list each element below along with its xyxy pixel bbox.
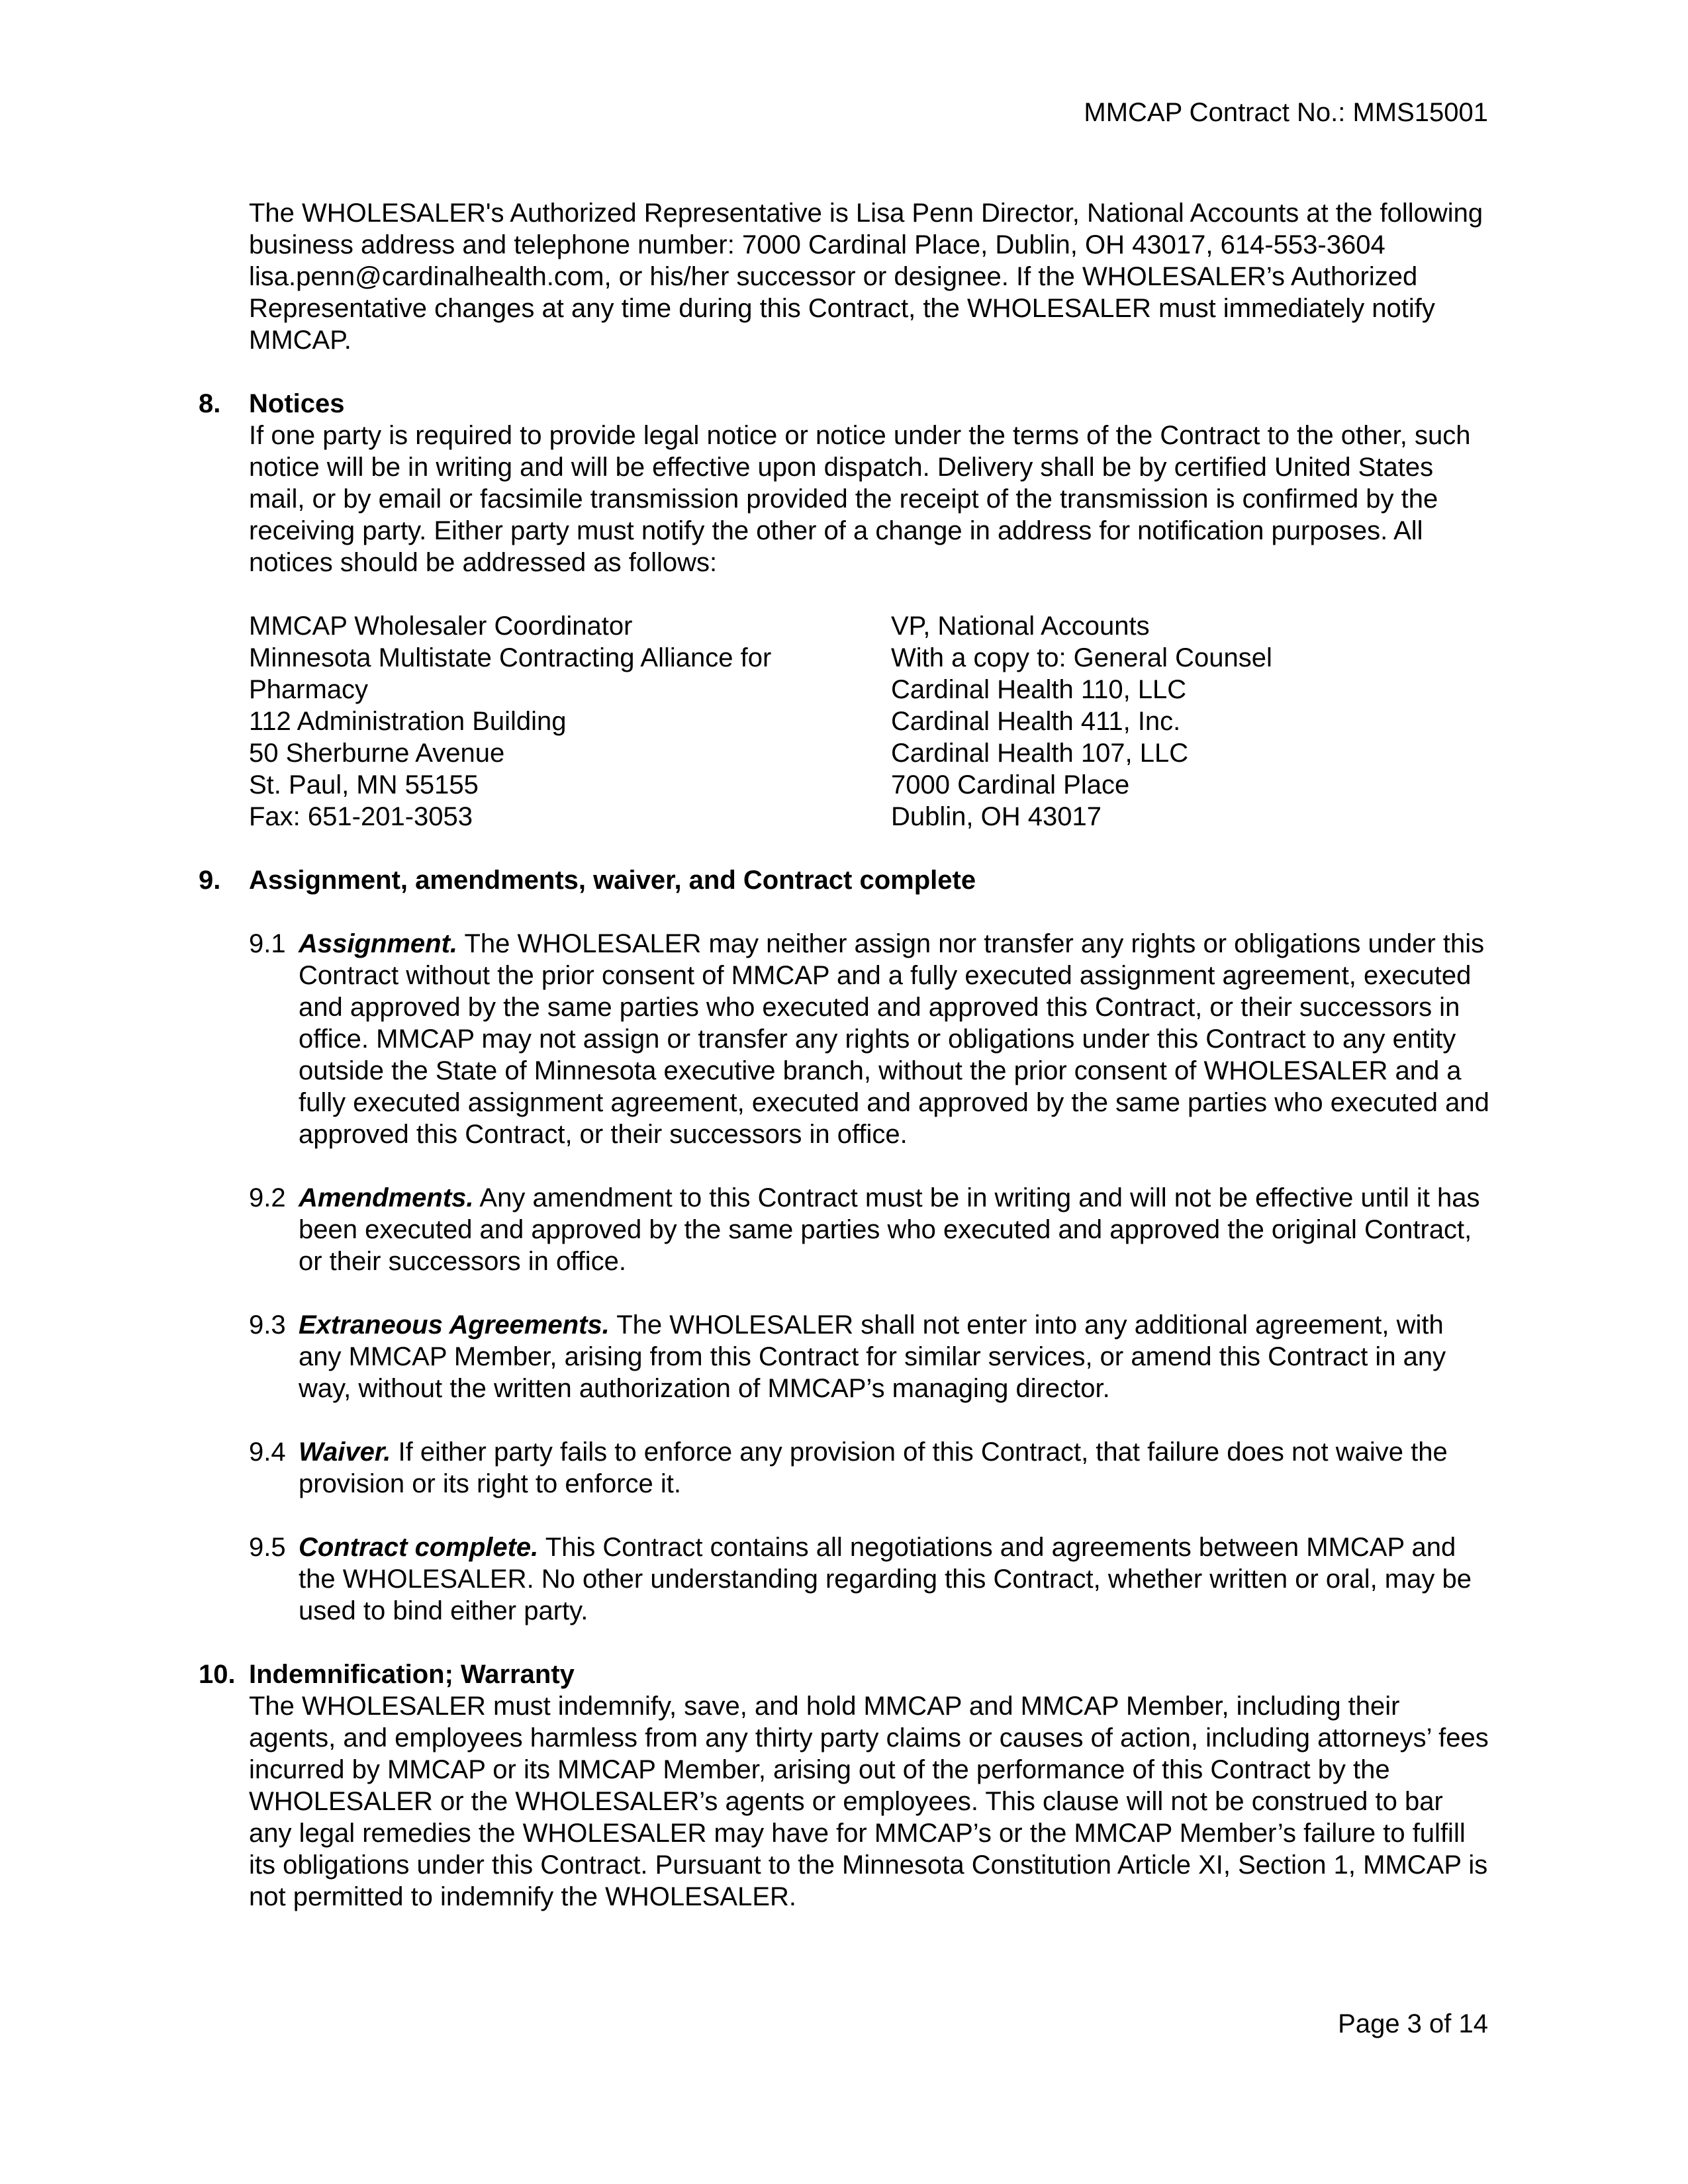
subsection-text: The WHOLESALER may neither assign nor transfer any rights or obligations under this Contract without the prior consent of MMCAP and a fully executed assignment agreement, executed and approved by the same parties who executed and approved this Contract, or their successors in office. MMCAP may not assign or transfer any rights or obligations under this Contract to any entity outside the State of Minnesota executive branch, without the prior consent of WHOLESALER and a fully executed assignment agreement, executed and approved by the same parties who executed and approved this Contract, or their successors in office. (299, 929, 1489, 1149)
address-line: 112 Administration Building (249, 707, 567, 736)
address-line: MMCAP Wholesaler Coordinator (249, 612, 633, 641)
subsection-waiver (249, 1436, 1489, 1500)
address-line: Cardinal Health 411, Inc. (891, 707, 1181, 736)
section-heading (199, 864, 1489, 896)
address-line: Cardinal Health 107, LLC (891, 739, 1189, 768)
address-line: Dublin, OH 43017 (891, 802, 1102, 831)
subsection-title: Extraneous Agreements. (299, 1310, 610, 1340)
section-indemnification (199, 1659, 1489, 1913)
subsection-title: Contract complete. (299, 1533, 539, 1562)
document-body (199, 197, 1489, 1944)
subsection-amendments (249, 1182, 1489, 1277)
notices-body: If one party is required to provide legal notice or notice under the terms of the Contract to the other, such notice will be in writing and will be effective upon dispatch. Delivery shall be by certified United States mail, or by email or facsimile transmission provided the receipt of the transmission is confirmed by the receiving party. Either party must notify the other of a change in address for notification purposes. All notices should be addressed as follows: (249, 421, 1471, 577)
subsection-title: Waiver. (299, 1437, 391, 1467)
section-heading (199, 388, 1489, 420)
section-number: 9. (199, 866, 221, 895)
section-notices (199, 388, 1489, 833)
address-line: Minnesota Multistate Contracting Alliance for (249, 643, 772, 672)
section-assignment-amendments (199, 864, 1489, 1627)
subsection-number: 9.3 (249, 1310, 286, 1340)
address-line: With a copy to: General Counsel (891, 643, 1272, 672)
subsection-text: Any amendment to this Contract must be in writing and will not be effective until it has been executed and approved by the same parties who executed and approved the original Contract, or their successors in office. (299, 1183, 1480, 1276)
section-number: 10. (199, 1660, 236, 1689)
address-line: St. Paul, MN 55155 (249, 770, 479, 799)
subsection-number: 9.2 (249, 1183, 286, 1212)
address-line: Pharmacy (249, 675, 369, 704)
authorized-representative-paragraph: The WHOLESALER's Authorized Representative is Lisa Penn Director, National Accounts at the following business address and telephone number: 7000 Cardinal Place, Dublin, OH 43017, 614-553-3604 lisa.penn@cardinalhealth.com, or his/her successor or designee. If the WHOLESALER’s Authorized Representative changes at any time during this Contract, the WHOLESALER must immediately notify MMCAP. (249, 199, 1483, 355)
page-number: Page 3 of 14 (1338, 2009, 1488, 2038)
section-heading (199, 1659, 1489, 1690)
indemnification-body: The WHOLESALER must indemnify, save, and hold MMCAP and MMCAP Member, including their agents, and employees harmless from any thirty party claims or causes of action, including attorneys’ fees incurred by MMCAP or its MMCAP Member, arising out of the performance of this Contract by the WHOLESALER or the WHOLESALER’s agents or employees. This clause will not be construed to bar any legal remedies the WHOLESALER may have for MMCAP’s or the MMCAP Member’s failure to fulfill its obligations under this Contract. Pursuant to the Minnesota Constitution Article XI, Section 1, MMCAP is not permitted to indemnify the WHOLESALER. (249, 1692, 1489, 1911)
subsection-title: Amendments. (299, 1183, 474, 1212)
contract-number-header: MMCAP Contract No.: MMS15001 (1084, 98, 1488, 127)
subsection-contract-complete (249, 1531, 1489, 1627)
cardinal-address-block (891, 610, 1489, 833)
section-title: Assignment, amendments, waiver, and Contract complete (249, 866, 976, 895)
address-line: 50 Sherburne Avenue (249, 739, 505, 768)
address-line: 7000 Cardinal Place (891, 770, 1130, 799)
subsection-text: This Contract contains all negotiations and agreements between MMCAP and the WHOLESALER. No other understanding regarding this Contract, whether written or oral, may be used to bind either party. (299, 1533, 1472, 1625)
subsection-number: 9.1 (249, 929, 286, 958)
subsection-number: 9.5 (249, 1533, 286, 1562)
subsection-text: If either party fails to enforce any provision of this Contract, that failure does not waive the provision or its right to enforce it. (299, 1437, 1448, 1498)
subsection-text: The WHOLESALER shall not enter into any additional agreement, with any MMCAP Member, arising from this Contract for similar services, or amend this Contract in any way, without the written authorization of MMCAP’s managing director. (299, 1310, 1446, 1403)
section-number: 8. (199, 389, 221, 418)
subsection-title: Assignment. (299, 929, 458, 958)
section-title: Notices (249, 389, 345, 418)
section-title: Indemnification; Warranty (249, 1660, 575, 1689)
address-line: VP, National Accounts (891, 612, 1150, 641)
address-line: Cardinal Health 110, LLC (891, 675, 1187, 704)
notice-addresses (249, 610, 1489, 833)
subsection-number: 9.4 (249, 1437, 286, 1467)
subsection-extraneous-agreements (249, 1309, 1489, 1404)
mmcap-address-block (249, 610, 891, 833)
fax-line: Fax: 651-201-3053 (249, 802, 473, 831)
subsection-assignment (249, 928, 1489, 1150)
